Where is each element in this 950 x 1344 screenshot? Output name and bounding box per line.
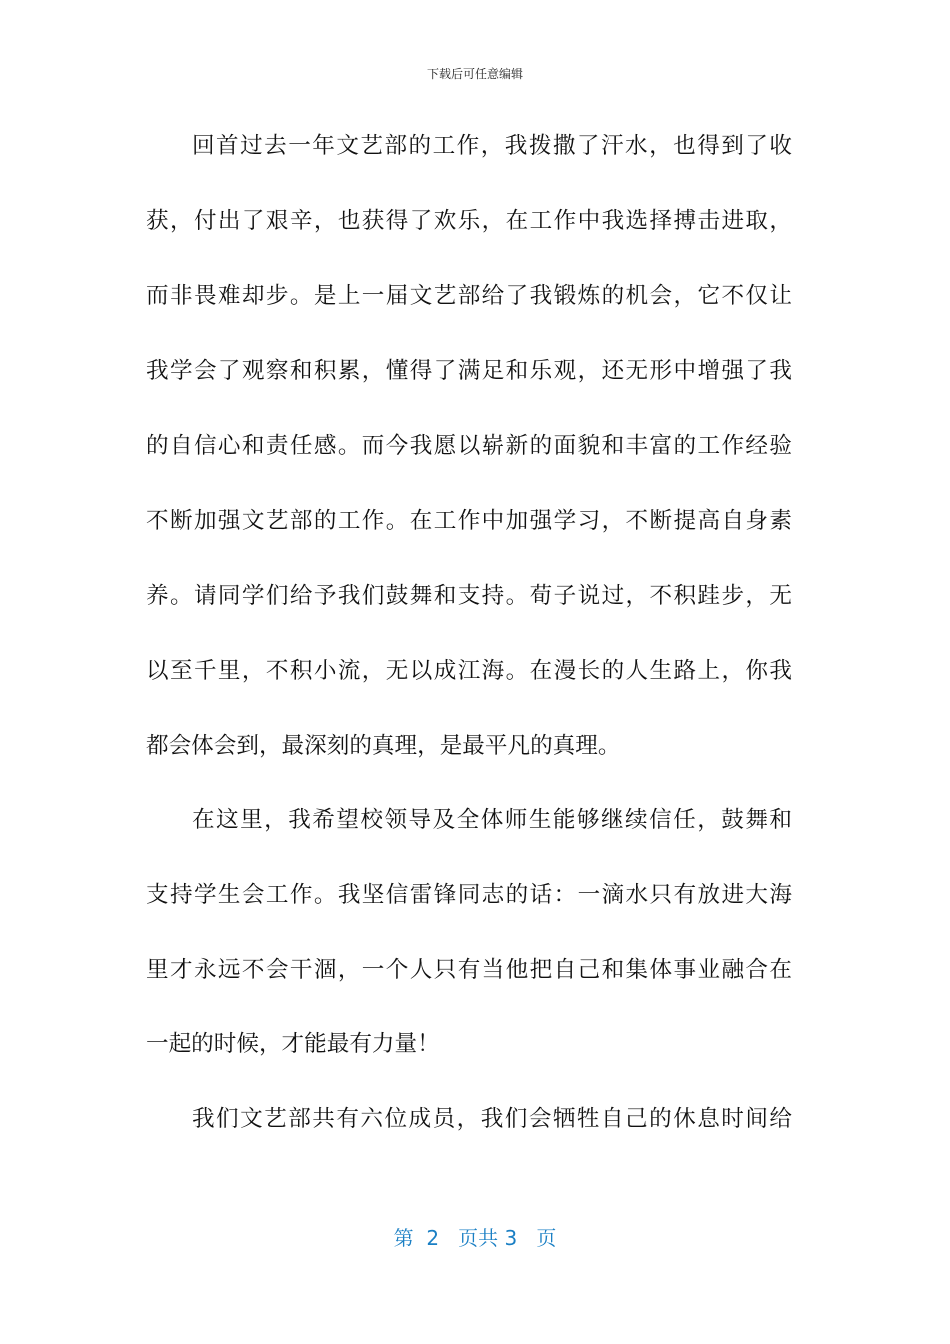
body-line-13: 一起的时候，才能最有力量！ xyxy=(146,1031,440,1057)
footer-total-pages: 3 xyxy=(504,1226,518,1250)
footer-middle: 页共 xyxy=(458,1226,499,1250)
footer-prefix: 第 xyxy=(393,1226,414,1250)
body-line-9: 都会体会到，最深刻的真理，是最平凡的真理。 xyxy=(146,733,621,759)
page-header-note: 下载后可任意编辑 xyxy=(426,67,523,81)
body-line-3: 而非畏难却步。是上一届文艺部给了我锻炼的机会，它不仅让 xyxy=(146,283,792,309)
body-line-8: 以至千里，不积小流，无以成江海。在漫长的人生路上，你我 xyxy=(146,658,792,684)
footer-suffix: 页 xyxy=(536,1226,557,1250)
body-line-7: 养。请同学们给予我们鼓舞和支持。荀子说过，不积跬步，无 xyxy=(146,583,792,609)
body-line-6: 不断加强文艺部的工作。在工作中加强学习，不断提高自身素 xyxy=(146,508,792,534)
footer-page-number: 2 xyxy=(426,1226,440,1250)
body-line-5: 的自信心和责任感。而今我愿以崭新的面貌和丰富的工作经验 xyxy=(146,433,792,459)
body-line-11: 支持学生会工作。我坚信雷锋同志的话：一滴水只有放进大海 xyxy=(146,882,792,908)
body-line-4: 我学会了观察和积累，懂得了满足和乐观，还无形中增强了我 xyxy=(146,358,792,384)
body-line-1: 回首过去一年文艺部的工作，我拨撒了汗水，也得到了收 xyxy=(192,133,792,159)
body-line-12: 里才永远不会干涸，一个人只有当他把自己和集体事业融合在 xyxy=(146,957,792,983)
body-line-2: 获，付出了艰辛，也获得了欢乐，在工作中我选择搏击进取， xyxy=(146,208,792,234)
page-number-footer xyxy=(0,1224,950,1252)
body-line-14: 我们文艺部共有六位成员，我们会牺牲自己的休息时间给 xyxy=(192,1106,792,1132)
body-line-10: 在这里，我希望校领导及全体师生能够继续信任，鼓舞和 xyxy=(192,807,792,833)
